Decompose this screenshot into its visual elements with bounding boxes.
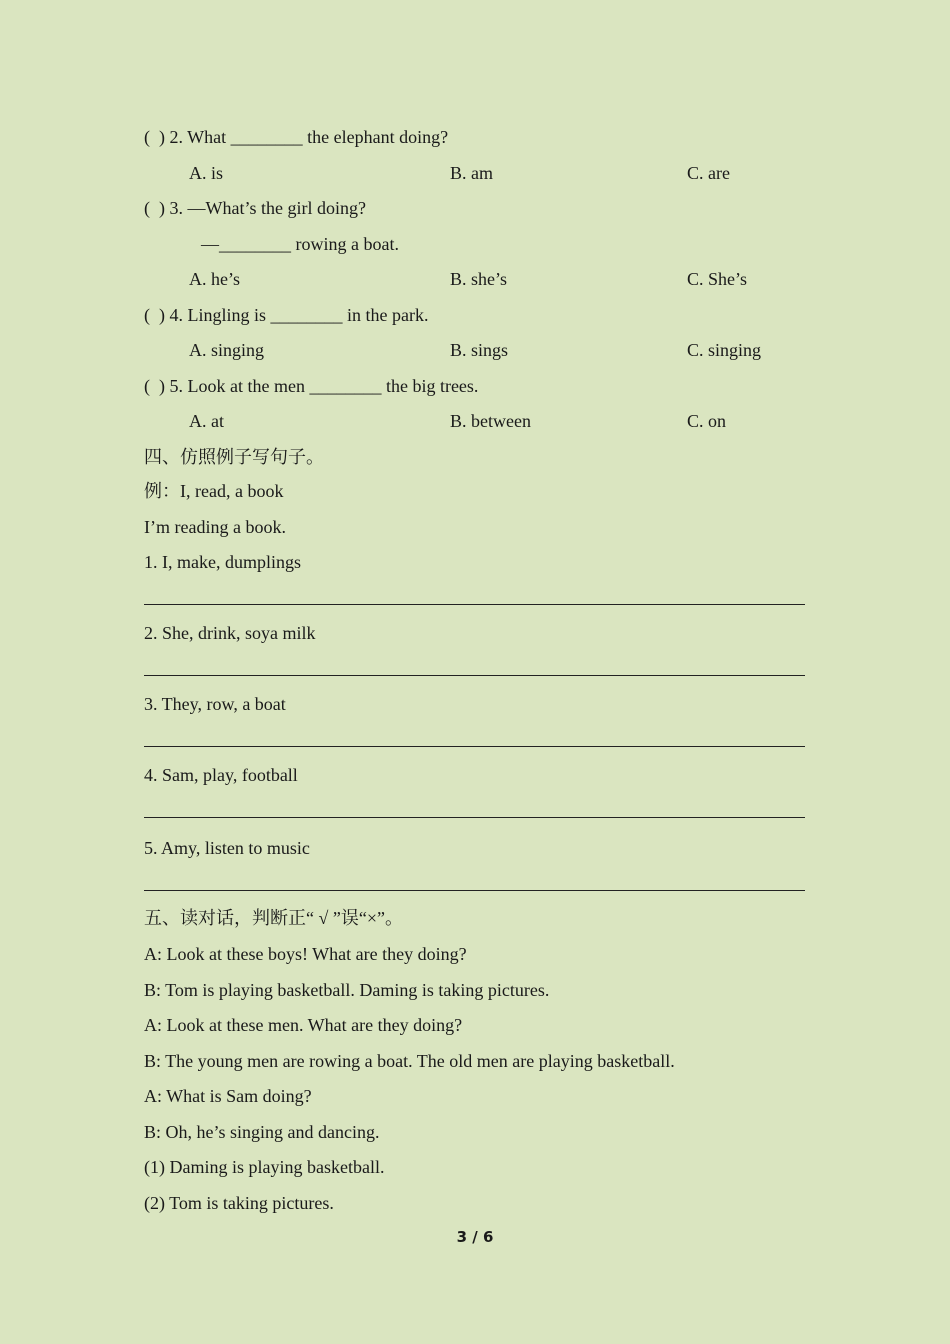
question-5-option-c: C. on (687, 411, 727, 431)
section-5-heading: 五、读对话，判断正“ √ ”误“×”。 (144, 908, 403, 928)
question-4-option-a: A. singing (189, 340, 265, 360)
rewrite-item: 2. She, drink, soya milk (144, 623, 316, 643)
question-5-stem: ( ) 5. Look at the men ________ the big trees. (144, 376, 479, 396)
rewrite-item: 1. I, make, dumplings (144, 552, 301, 572)
question-3-reply: —________ rowing a boat. (201, 234, 399, 254)
question-4-option-b: B. sings (450, 340, 509, 360)
dialogue-line: B: Oh, he’s singing and dancing. (144, 1122, 380, 1142)
page-number: 3 / 6 (456, 1228, 494, 1246)
dialogue-line: B: The young men are rowing a boat. The old men are playing basketball. (144, 1051, 675, 1071)
rewrite-item: 3. They, row, a boat (144, 694, 286, 714)
dialogue-line: B: Tom is playing basketball. Daming is taking pictures. (144, 980, 550, 1000)
question-4-stem: ( ) 4. Lingling is ________ in the park. (144, 305, 429, 325)
question-2-option-c: C. are (687, 163, 730, 183)
answer-line[interactable] (144, 604, 805, 605)
question-3-option-a: A. he’s (189, 269, 240, 289)
judgement-statement: (2) Tom is taking pictures. (144, 1193, 334, 1213)
question-3-stem: ( ) 3. —What’s the girl doing? (144, 198, 366, 218)
dialogue-line: A: Look at these men. What are they doing? (144, 1015, 463, 1035)
answer-line[interactable] (144, 675, 805, 676)
question-3-option-b: B. she’s (450, 269, 508, 289)
rewrite-item: 5. Amy, listen to music (144, 838, 310, 858)
answer-line[interactable] (144, 890, 805, 891)
question-2-stem: ( ) 2. What ________ the elephant doing? (144, 127, 449, 147)
judgement-statement: (1) Daming is playing basketball. (144, 1157, 385, 1177)
example-prompt: 例：I, read, a book (144, 481, 284, 501)
dialogue-line: A: Look at these boys! What are they doing? (144, 944, 467, 964)
dialogue-line: A: What is Sam doing? (144, 1086, 312, 1106)
question-3-option-c: C. She’s (687, 269, 748, 289)
question-2-option-a: A. is (189, 163, 224, 183)
section-4-heading: 四、仿照例子写句子。 (144, 447, 324, 467)
answer-line[interactable] (144, 746, 805, 747)
example-answer: I’m reading a book. (144, 517, 286, 537)
question-5-option-a: A. at (189, 411, 224, 431)
rewrite-item: 4. Sam, play, football (144, 765, 298, 785)
question-5-option-b: B. between (450, 411, 531, 431)
question-4-option-c: C. singing (687, 340, 762, 360)
question-2-option-b: B. am (450, 163, 493, 183)
answer-line[interactable] (144, 817, 805, 818)
